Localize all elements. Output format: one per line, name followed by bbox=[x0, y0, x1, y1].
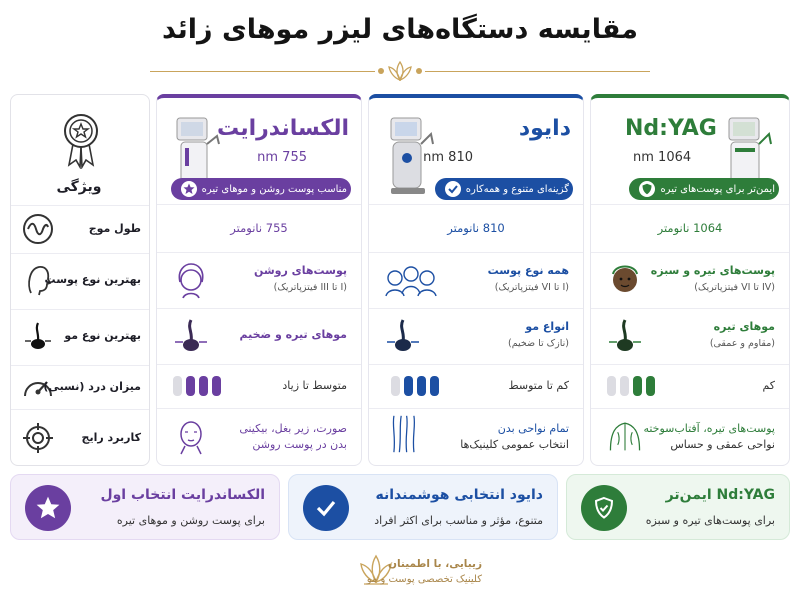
footer-brand bbox=[250, 552, 550, 596]
ornament-divider bbox=[150, 60, 650, 84]
dark-face-icon bbox=[605, 260, 645, 300]
alex-wavelength-nm: 755 nm bbox=[257, 150, 307, 165]
ndyag-wavelength-nm: 1064 nm bbox=[633, 150, 692, 165]
ndyag-usage-2: نواحی عمقی و حساس bbox=[670, 438, 775, 451]
pain-bar bbox=[173, 376, 182, 396]
ndyag-pain-meter bbox=[607, 376, 655, 396]
target-icon bbox=[21, 421, 55, 455]
pain-bar bbox=[417, 376, 426, 396]
alex-skin: پوست‌های روشن bbox=[253, 264, 347, 277]
feature-wavelength: طول موج bbox=[11, 205, 151, 253]
feature-usage: کاربرد رایج bbox=[11, 409, 151, 467]
pain-bar bbox=[430, 376, 439, 396]
feature-header-label: ویژگی bbox=[56, 179, 102, 195]
ndyag-skin-range: (IV تا VI فیتزپاتریک) bbox=[694, 282, 775, 293]
group-faces-icon bbox=[383, 260, 439, 300]
alex-pain-meter bbox=[173, 376, 221, 396]
diode-card-title: دایود انتخابی هوشمندانه bbox=[375, 487, 543, 503]
pain-bar bbox=[186, 376, 195, 396]
diode-wavelength: 810 نانومتر bbox=[447, 221, 505, 235]
alex-badge: مناسب پوست روشن و موهای تیره bbox=[171, 178, 351, 200]
alex-hair: موهای تیره و ضخیم bbox=[239, 328, 347, 341]
lotus-icon bbox=[386, 60, 414, 82]
ndyag-hair: موهای تیره bbox=[713, 320, 775, 333]
diode-hair: انواع مو bbox=[525, 320, 569, 333]
ndyag-header bbox=[591, 98, 789, 208]
pain-bar bbox=[199, 376, 208, 396]
ndyag-skin: پوست‌های تیره و سبزه bbox=[650, 264, 775, 277]
ndyag-badge: ایمن‌تر برای پوست‌های تیره bbox=[629, 178, 779, 200]
alex-usage-1: صورت، زیر بغل، بیکینی bbox=[239, 422, 347, 435]
fair-face-icon bbox=[171, 260, 211, 300]
alex-wavelength: 755 نانومتر bbox=[230, 221, 288, 235]
ndyag-hair-range: (مقاوم و عمقی) bbox=[709, 338, 775, 349]
column-ndyag bbox=[590, 94, 790, 466]
feature-hair: بهترین نوع مو bbox=[11, 309, 151, 365]
pain-bar bbox=[607, 376, 616, 396]
alex-header bbox=[157, 98, 361, 208]
deep-hair-icon bbox=[605, 316, 645, 356]
footer-clinic-name: کلینیک تخصصی پوست و مو bbox=[366, 574, 482, 585]
summary-card-diode bbox=[288, 474, 558, 540]
ndyag-usage-1: پوست‌های تیره، آفتاب‌سوخته bbox=[643, 422, 775, 435]
diode-usage-1: تمام نواحی بدن bbox=[497, 422, 569, 435]
hair-follicle-icon bbox=[21, 319, 55, 353]
ndyag-wavelength: 1064 نانومتر bbox=[657, 221, 723, 235]
check-icon bbox=[303, 485, 349, 531]
pain-bar bbox=[620, 376, 629, 396]
page-title: مقایسه دستگاه‌های لیزر موهای زائد bbox=[162, 14, 638, 45]
legs-icon bbox=[383, 414, 423, 454]
alex-card-subtitle: برای پوست روشن و موهای تیره bbox=[116, 514, 265, 527]
diode-header bbox=[369, 98, 583, 208]
comparison-table bbox=[10, 94, 790, 466]
star-icon bbox=[25, 485, 71, 531]
alex-usage-2: بدن در پوست روشن bbox=[252, 438, 347, 451]
summary-card-ndyag bbox=[566, 474, 790, 540]
pain-bar bbox=[646, 376, 655, 396]
diode-card-subtitle: متنوع، مؤثر و مناسب برای اکثر افراد bbox=[374, 514, 543, 527]
diode-name: دایود bbox=[518, 116, 571, 141]
diode-pain: کم تا متوسط bbox=[508, 379, 569, 392]
ndyag-card-title: Nd:YAG ایمن‌تر bbox=[665, 487, 775, 503]
diode-wavelength-nm: 810 nm bbox=[423, 150, 473, 165]
diode-badge: گزینه‌ای متنوع و همه‌کاره bbox=[435, 178, 573, 200]
footer-tagline: زیبایی، با اطمینان bbox=[388, 558, 482, 570]
wave-icon bbox=[21, 212, 55, 246]
face-outline-icon bbox=[171, 416, 211, 456]
alex-pain: متوسط تا زیاد bbox=[282, 379, 347, 392]
column-diode bbox=[368, 94, 584, 466]
diode-hair-range: (نازک تا ضخیم) bbox=[507, 338, 569, 349]
pain-bar bbox=[404, 376, 413, 396]
pain-bar bbox=[391, 376, 400, 396]
ndyag-card-subtitle: برای پوست‌های تیره و سبزه bbox=[645, 514, 775, 527]
alex-name: الکساندرایت bbox=[217, 116, 349, 141]
shield-icon bbox=[581, 485, 627, 531]
feature-skin: بهترین نوع پوست bbox=[11, 253, 151, 309]
check-icon bbox=[445, 181, 461, 197]
summary-card-alexandrite bbox=[10, 474, 280, 540]
feature-pain: میزان درد (نسبی) bbox=[11, 365, 151, 409]
shield-icon bbox=[639, 181, 655, 197]
star-icon bbox=[181, 181, 197, 197]
diode-skin-range: (I تا VI فیتزپاتریک) bbox=[494, 282, 569, 293]
pain-bar bbox=[633, 376, 642, 396]
column-alexandrite bbox=[156, 94, 362, 466]
feature-column bbox=[10, 94, 150, 466]
alex-skin-range: (I تا III فیتزپاتریک) bbox=[273, 282, 347, 293]
thick-hair-icon bbox=[171, 316, 211, 356]
alex-card-title: الکساندرایت انتخاب اول bbox=[100, 487, 265, 503]
diode-usage-2: انتخاب عمومی کلینیک‌ها bbox=[460, 438, 569, 451]
diode-pain-meter bbox=[391, 376, 439, 396]
back-torso-icon bbox=[605, 414, 645, 454]
award-badge-icon bbox=[61, 111, 101, 169]
ndyag-pain: کم bbox=[762, 379, 775, 392]
hair-follicle-icon bbox=[383, 316, 423, 356]
ndyag-name: Nd:YAG bbox=[625, 116, 717, 141]
pain-bar bbox=[212, 376, 221, 396]
diode-skin: همه نوع پوست bbox=[487, 264, 569, 277]
